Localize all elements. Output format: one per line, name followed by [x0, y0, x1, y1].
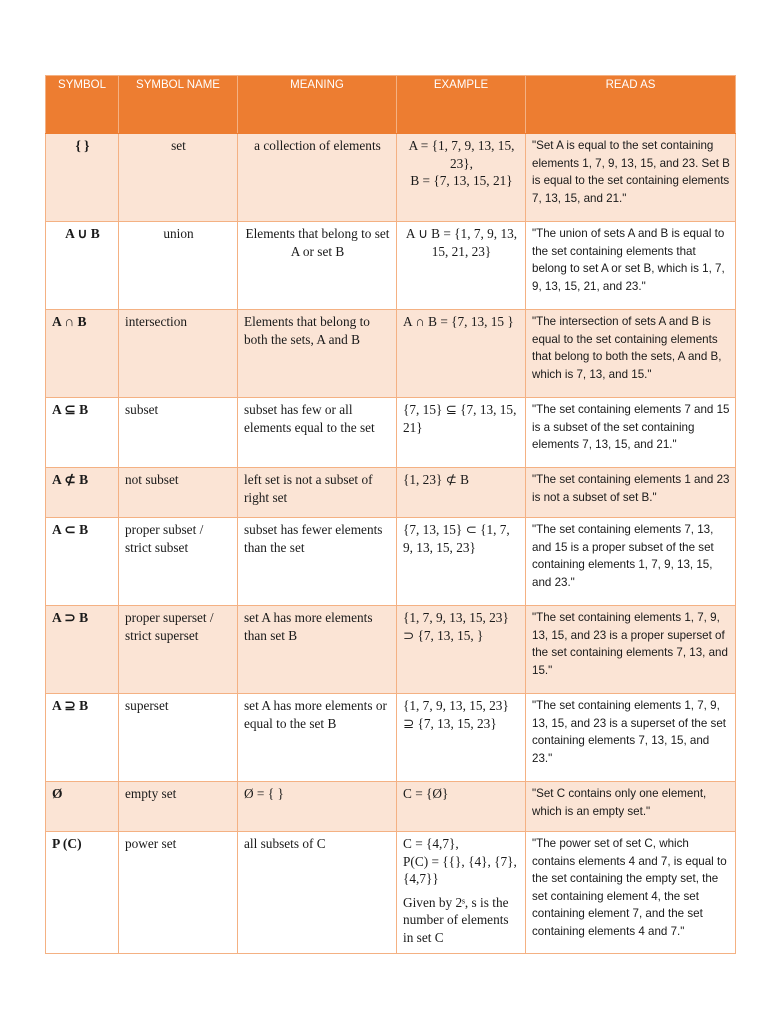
- cell-example: [397, 694, 526, 782]
- header-symbol-name: SYMBOL NAME: [119, 76, 238, 134]
- cell-meaning: a collection of elements: [238, 134, 397, 222]
- cell-read-as: "The power set of set C, which contains elements 4 and 7, is equal to the set containing the empty set, the set containing element 4, the set containing element 7, and the set containing elements 4 and 7.": [526, 832, 736, 954]
- cell-example: [397, 398, 526, 468]
- cell-example: [397, 782, 526, 832]
- example-line: A ∪ B = {1, 7, 9, 13, 15, 21, 23}: [405, 226, 518, 259]
- table-row: [46, 134, 736, 222]
- cell-example: [397, 518, 526, 606]
- cell-meaning: Elements that belong to both the sets, A and B: [238, 310, 397, 398]
- example-line: A = {1, 7, 9, 13, 15, 23},: [408, 138, 515, 171]
- cell-meaning: subset has few or all elements equal to the set: [238, 398, 397, 468]
- example-line: {1, 7, 9, 13, 15, 23} ⊃ {7, 13, 15, }: [403, 610, 509, 643]
- cell-read-as: "The set containing elements 7 and 15 is a subset of the set containing elements 7, 13, 15, and 21.": [526, 398, 736, 468]
- cell-read-as: "Set A is equal to the set containing elements 1, 7, 9, 13, 15, and 23. Set B is equal to the set containing elements 7, 13, 15, and 21.": [526, 134, 736, 222]
- cell-example: [397, 468, 526, 518]
- cell-name: proper superset / strict superset: [119, 606, 238, 694]
- cell-symbol: P (C): [46, 832, 119, 954]
- cell-read-as: "Set C contains only one element, which is an empty set.": [526, 782, 736, 832]
- example-line: {7, 13, 15} ⊂ {1, 7, 9, 13, 15, 23}: [403, 522, 510, 555]
- cell-meaning: Elements that belong to set A or set B: [238, 222, 397, 310]
- header-row: [46, 76, 736, 134]
- table-row: [46, 398, 736, 468]
- example-note: Given by 2ˢ, s is the number of elements in set C: [403, 894, 509, 945]
- cell-meaning: subset has fewer elements than the set: [238, 518, 397, 606]
- table-row: [46, 782, 736, 832]
- cell-name: power set: [119, 832, 238, 954]
- cell-read-as: "The union of sets A and B is equal to the set containing elements that belong to set A or set B, which is 1, 7, 9, 13, 15, 21, and 23.": [526, 222, 736, 310]
- example-line: {7, 15} ⊆ {7, 13, 15, 21}: [403, 402, 517, 435]
- cell-name: intersection: [119, 310, 238, 398]
- header-meaning: MEANING: [238, 76, 397, 134]
- cell-name: not subset: [119, 468, 238, 518]
- cell-meaning: Ø = { }: [238, 782, 397, 832]
- cell-read-as: "The set containing elements 1, 7, 9, 13, 15, and 23 is a proper superset of the set containing elements 7, 13, and 15.": [526, 606, 736, 694]
- cell-name: superset: [119, 694, 238, 782]
- cell-symbol: A ∪ B: [46, 222, 119, 310]
- header-read-as: READ AS: [526, 76, 736, 134]
- cell-name: union: [119, 222, 238, 310]
- cell-read-as: "The intersection of sets A and B is equal to the set containing elements that belong to both the sets, A and B, which is 7, 13, and 15.": [526, 310, 736, 398]
- cell-symbol: Ø: [46, 782, 119, 832]
- cell-symbol: A ⊄ B: [46, 468, 119, 518]
- cell-read-as: "The set containing elements 1 and 23 is not a subset of set B.": [526, 468, 736, 518]
- cell-name: empty set: [119, 782, 238, 832]
- example-line: A ∩ B = {7, 13, 15 }: [403, 314, 514, 329]
- cell-name: proper subset / strict subset: [119, 518, 238, 606]
- cell-meaning: left set is not a subset of right set: [238, 468, 397, 518]
- cell-meaning: set A has more elements or equal to the set B: [238, 694, 397, 782]
- example-line: {1, 23} ⊄ B: [403, 472, 470, 487]
- cell-example: [397, 222, 526, 310]
- cell-read-as: "The set containing elements 1, 7, 9, 13, 15, and 23 is a superset of the set containing elements 7, 13, 15, and 23.": [526, 694, 736, 782]
- cell-example: [397, 832, 526, 954]
- cell-symbol: A ⊂ B: [46, 518, 119, 606]
- table-row: [46, 518, 736, 606]
- example-line: P(C) = {{}, {4}, {7}, {4,7}}: [403, 853, 517, 886]
- example-line: B = {7, 13, 15, 21}: [410, 173, 513, 188]
- cell-symbol: { }: [46, 134, 119, 222]
- cell-read-as: "The set containing elements 7, 13, and 15 is a proper subset of the set containing elements 1, 7, 9, 13, 15, and 23.": [526, 518, 736, 606]
- cell-example: [397, 310, 526, 398]
- cell-symbol: A ∩ B: [46, 310, 119, 398]
- cell-meaning: set A has more elements than set B: [238, 606, 397, 694]
- cell-symbol: A ⊇ B: [46, 694, 119, 782]
- cell-example: [397, 134, 526, 222]
- header-symbol: SYMBOL: [46, 76, 119, 134]
- table-row: [46, 310, 736, 398]
- set-symbols-table: [45, 75, 736, 954]
- table-row: [46, 606, 736, 694]
- table-row: [46, 832, 736, 954]
- table-row: [46, 468, 736, 518]
- example-line: C = {4,7},: [403, 836, 459, 851]
- example-line: C = {Ø}: [403, 786, 449, 801]
- example-line: {1, 7, 9, 13, 15, 23} ⊇ {7, 13, 15, 23}: [403, 698, 509, 731]
- table-row: [46, 222, 736, 310]
- header-example: EXAMPLE: [397, 76, 526, 134]
- cell-symbol: A ⊆ B: [46, 398, 119, 468]
- cell-example: [397, 606, 526, 694]
- table-row: [46, 694, 736, 782]
- cell-symbol: A ⊃ B: [46, 606, 119, 694]
- cell-meaning: all subsets of C: [238, 832, 397, 954]
- cell-name: subset: [119, 398, 238, 468]
- cell-name: set: [119, 134, 238, 222]
